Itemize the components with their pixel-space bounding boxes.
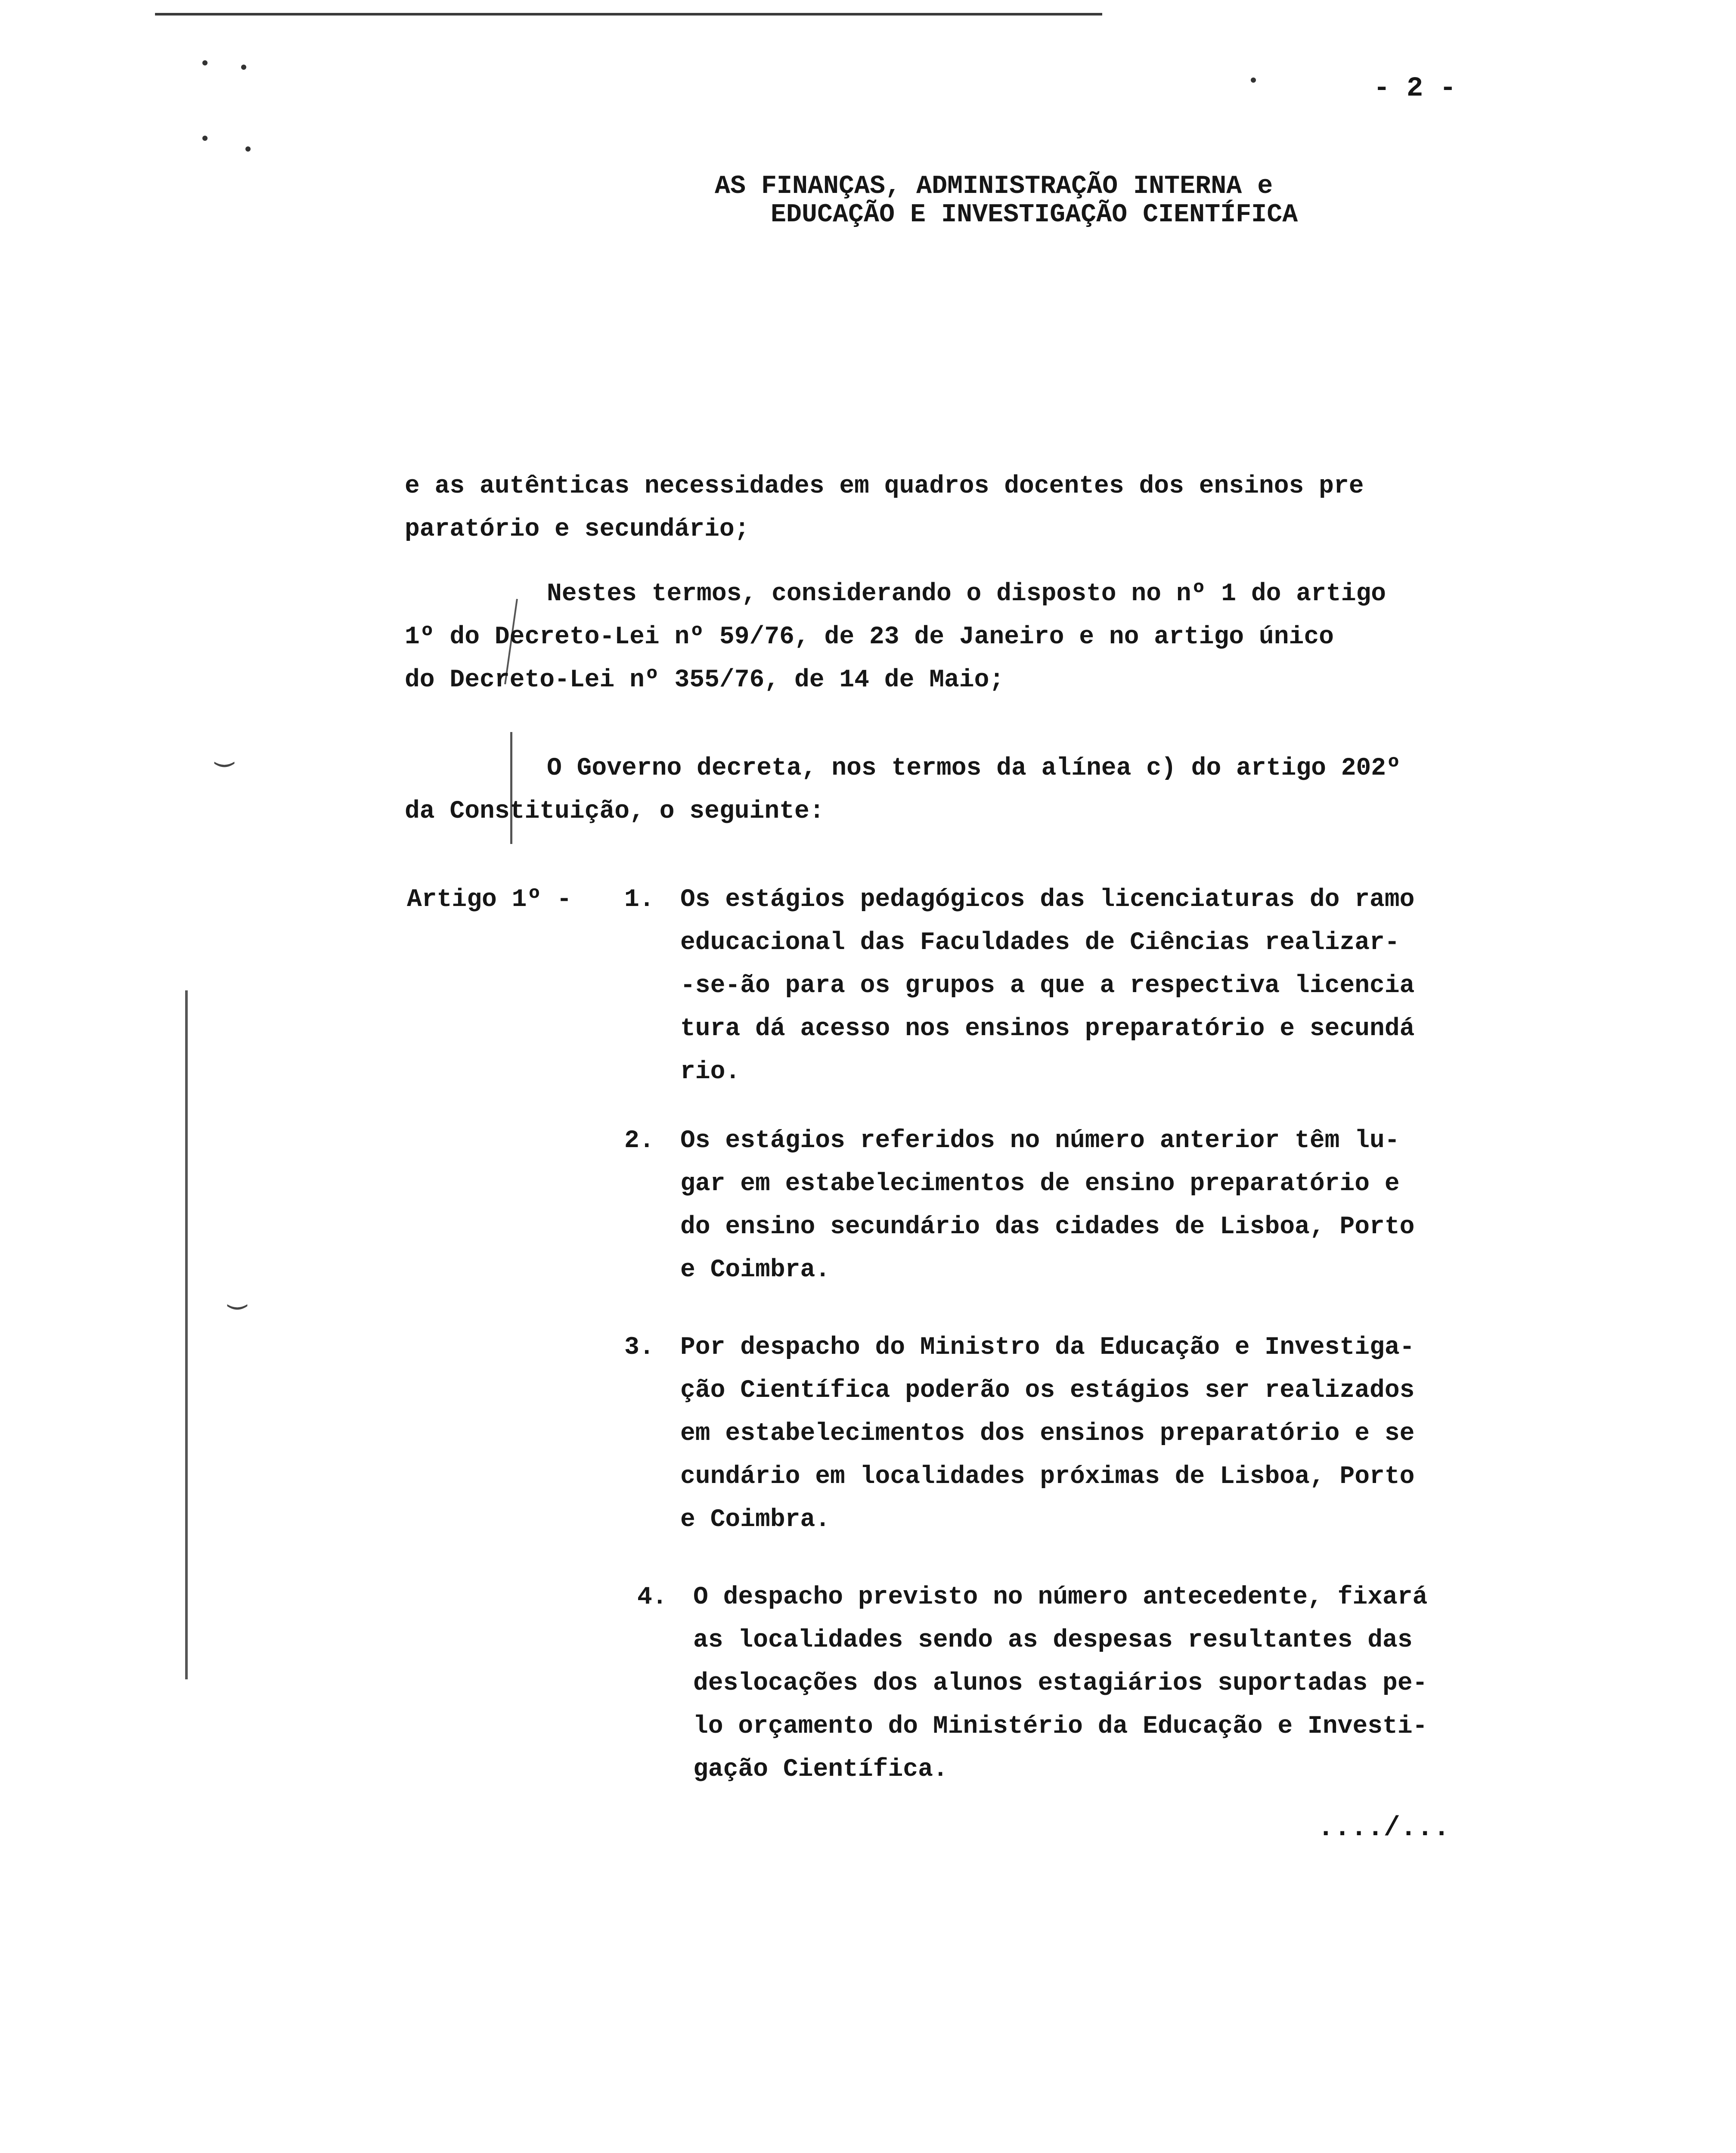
- item-number: 1.: [624, 886, 654, 914]
- text-line: e Coimbra.: [680, 1506, 831, 1534]
- text-line: O Governo decreta, nos termos da alínea c) do artigo 202º: [547, 754, 1401, 782]
- article-item: [637, 1576, 1428, 1791]
- text-line: cundário em localidades próximas de Lisboa, Porto: [680, 1463, 1415, 1491]
- scan-speck: [241, 65, 246, 70]
- item-number: 4.: [637, 1583, 667, 1611]
- paragraph-decree: [405, 747, 1401, 833]
- scan-speck: [245, 146, 251, 152]
- text-line: as localidades sendo as despesas resultantes das: [693, 1626, 1413, 1654]
- text-line: ção Científica poderão os estágios ser realizados: [680, 1377, 1415, 1405]
- text-line: educacional das Faculdades de Ciências realizar-: [680, 929, 1400, 957]
- scan-speck: [1251, 78, 1256, 83]
- text-line: lo orçamento do Ministério da Educação e Investi-: [693, 1712, 1428, 1740]
- page-number: - 2 -: [1373, 73, 1457, 104]
- text-line: em estabelecimentos dos ensinos preparatório e se: [680, 1420, 1415, 1448]
- text-line: Nestes termos, considerando o disposto no nº 1 do artigo: [547, 580, 1386, 608]
- article-item: [624, 1120, 1415, 1292]
- article-item: [624, 878, 1415, 1094]
- scan-speck: [202, 60, 208, 65]
- margin-tick-mark: ‿: [215, 735, 234, 769]
- header-line: EDUCAÇÃO E INVESTIGAÇÃO CIENTÍFICA: [771, 200, 1298, 230]
- text-line: gação Científica.: [693, 1756, 948, 1784]
- continuation-marker: ..../...: [1318, 1813, 1450, 1844]
- paragraph-terms: [405, 573, 1386, 702]
- text-line: Os estágios pedagógicos das licenciaturas do ramo: [680, 886, 1415, 914]
- header-line: AS FINANÇAS, ADMINISTRAÇÃO INTERNA e: [715, 172, 1273, 201]
- text-line: do Decreto-Lei nº 355/76, de 14 de Maio;: [405, 666, 1004, 694]
- text-line: 1º do Decreto-Lei nº 59/76, de 23 de Janeiro e no artigo único: [405, 623, 1334, 651]
- text-line: O despacho previsto no número antecedente, fixará: [693, 1583, 1428, 1611]
- item-number: 2.: [624, 1127, 654, 1155]
- text-line: paratório e secundário;: [405, 515, 750, 543]
- text-line: e Coimbra.: [680, 1256, 831, 1284]
- text-line: do ensino secundário das cidades de Lisboa, Porto: [680, 1213, 1415, 1241]
- text-line: -se-ão para os grupos a que a respectiva licencia: [680, 972, 1415, 1000]
- item-number: 3.: [624, 1334, 654, 1362]
- text-line: Por despacho do Ministro da Educação e Investiga-: [680, 1334, 1415, 1362]
- article-label: Artigo 1º -: [407, 886, 572, 914]
- scan-border-line: [155, 13, 1102, 16]
- article-item: [624, 1326, 1415, 1542]
- scan-speck: [202, 136, 208, 141]
- text-line: gar em estabelecimentos de ensino preparatório e: [680, 1170, 1400, 1198]
- text-line: rio.: [680, 1058, 741, 1086]
- binding-edge-mark: [185, 990, 188, 1679]
- text-line: Os estágios referidos no número anterior têm lu-: [680, 1127, 1400, 1155]
- text-line: deslocações dos alunos estagiários suportadas pe-: [693, 1669, 1428, 1697]
- ministry-header: [715, 172, 1298, 229]
- paragraph-needs: [405, 465, 1364, 551]
- margin-tick-mark: ‿: [228, 1278, 247, 1312]
- text-line: tura dá acesso nos ensinos preparatório e secundá: [680, 1015, 1415, 1043]
- text-line: da Constituição, o seguinte:: [405, 797, 825, 825]
- text-line: e as autênticas necessidades em quadros docentes dos ensinos pre: [405, 472, 1364, 500]
